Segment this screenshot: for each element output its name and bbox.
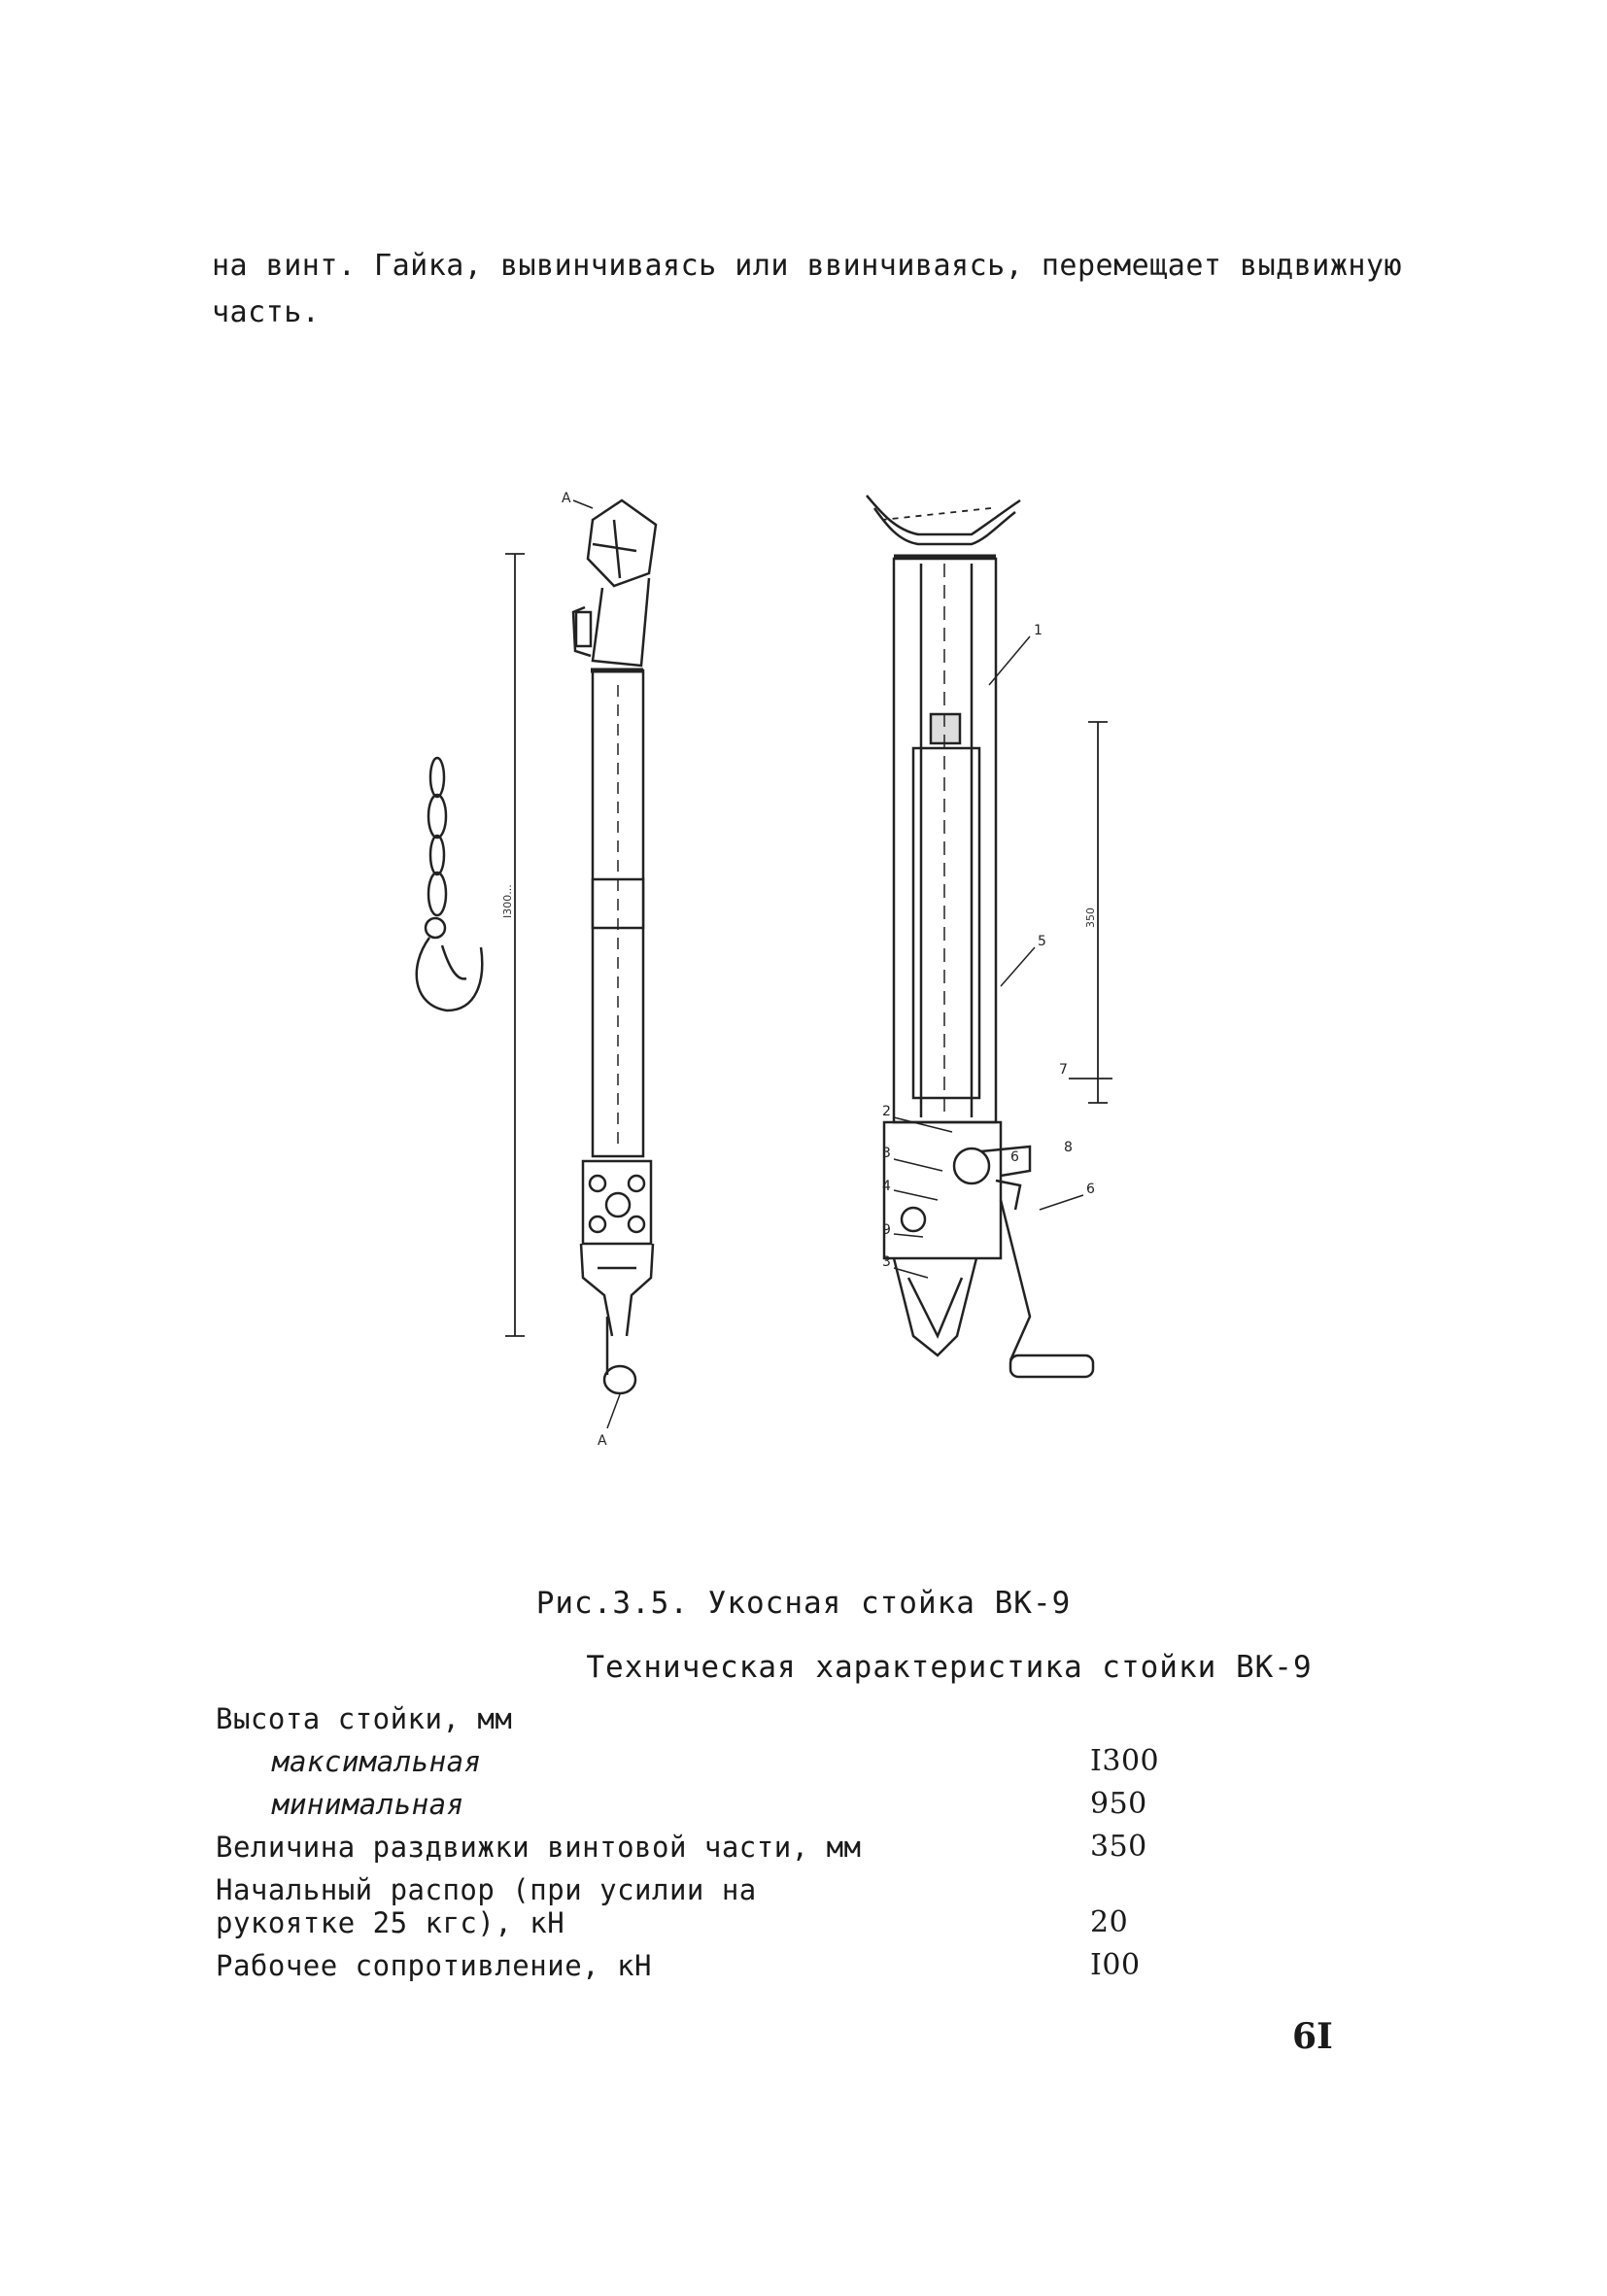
spec-table — [216, 1693, 1197, 1982]
svg-text:3: 3 — [882, 1254, 891, 1270]
svg-text:3: 3 — [882, 1146, 891, 1161]
spec-row-resistance — [216, 1939, 1197, 1982]
page-number: 6I — [1292, 2016, 1333, 2057]
svg-text:7: 7 — [1059, 1062, 1068, 1078]
svg-text:9: 9 — [882, 1222, 891, 1238]
spec-value: 20 — [1090, 1905, 1129, 1939]
strut-side-view — [573, 500, 656, 1393]
svg-text:2: 2 — [882, 1104, 891, 1119]
figure-vk9-strut — [389, 481, 1127, 1472]
spec-value: 350 — [1090, 1830, 1147, 1864]
spec-title: Техническая характеристика стойки ВК-9 — [586, 1650, 1313, 1685]
spec-row-max — [216, 1735, 1197, 1778]
spec-label: максимальная — [272, 1745, 482, 1778]
chain-hook-illustration — [417, 758, 482, 1011]
svg-text:5: 5 — [1038, 934, 1046, 949]
svg-text:6: 6 — [1010, 1149, 1019, 1165]
svg-text:6: 6 — [1086, 1182, 1095, 1197]
spec-label: минимальная — [272, 1788, 464, 1821]
leader-lines — [573, 500, 1083, 1428]
svg-text:4: 4 — [882, 1179, 891, 1194]
spec-value: I300 — [1090, 1744, 1160, 1778]
dimension-label-travel: 350 — [1084, 908, 1097, 928]
section-mark-top: А — [562, 491, 571, 506]
spec-value: I00 — [1090, 1948, 1141, 1982]
strut-drawing — [389, 481, 1127, 1472]
spec-label: Рабочее сопротивление, кН — [216, 1949, 652, 1982]
figure-caption: Рис.3.5. Укосная стойка ВК-9 — [535, 1586, 1072, 1621]
svg-text:1: 1 — [1034, 623, 1043, 638]
section-mark-bottom: А — [598, 1433, 607, 1449]
dimension-label-height: I300... — [501, 884, 514, 918]
spec-label: Высота стойки, мм — [216, 1702, 513, 1735]
spec-row-initial-thrust — [216, 1864, 1197, 1939]
spec-row-height — [216, 1693, 1197, 1735]
spec-label: Величина раздвижки винтовой части, мм — [216, 1831, 862, 1864]
strut-section-view — [867, 496, 1093, 1377]
spec-row-min — [216, 1778, 1197, 1821]
spec-label: Начальный распор (при усилии на рукоятке 25 кгс), кН — [216, 1873, 757, 1939]
intro-paragraph: на винт. Гайка, вывинчиваясь или ввинчиваясь, перемещает выдвижную часть. — [212, 249, 1403, 329]
svg-text:8: 8 — [1064, 1140, 1073, 1155]
spec-value: 950 — [1090, 1787, 1147, 1821]
spec-row-extension — [216, 1821, 1197, 1864]
